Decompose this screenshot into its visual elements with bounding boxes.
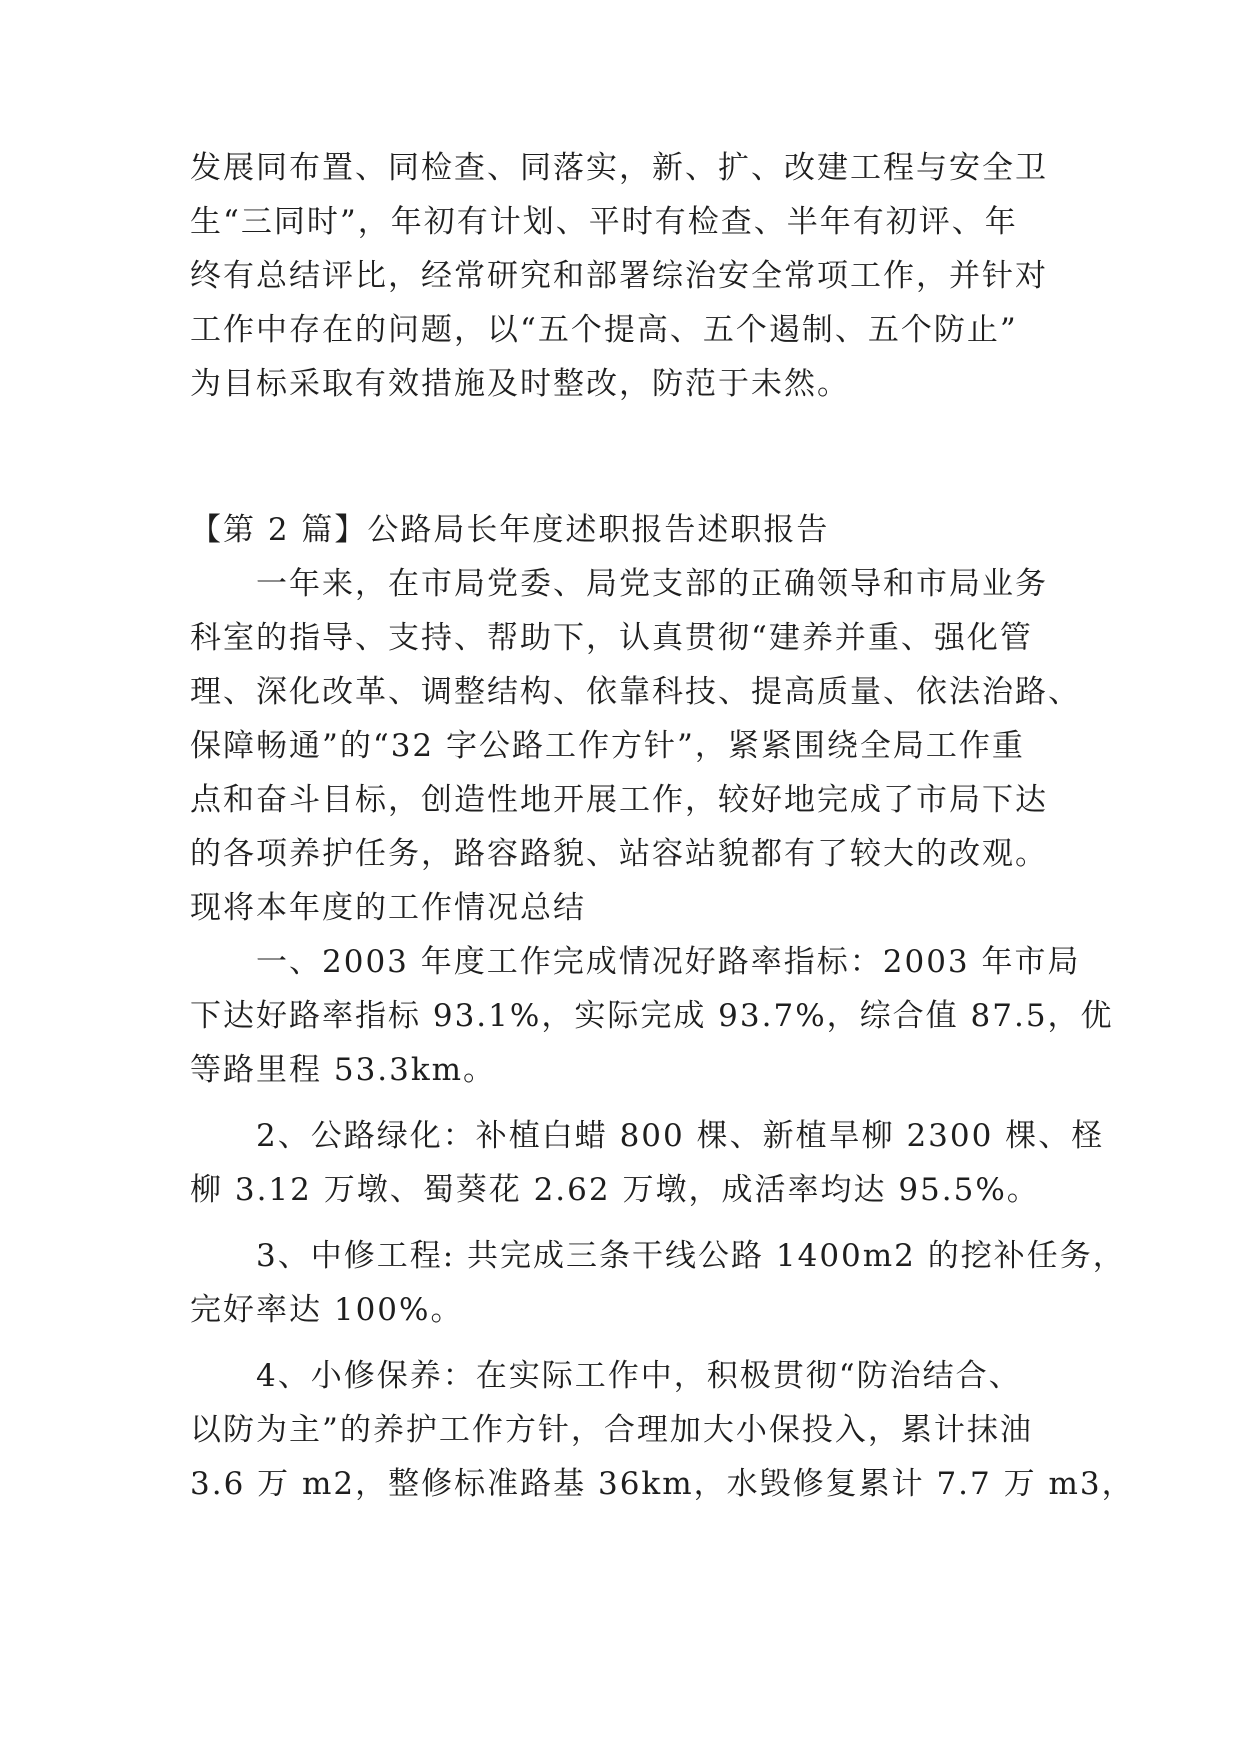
text-line: 柳 3.12 万墩、蜀葵花 2.62 万墩，成活率均达 95.5%。 bbox=[190, 1172, 1040, 1208]
text-line: 科室的指导、支持、帮助下，认真贯彻“建养并重、强化管 bbox=[190, 620, 1033, 656]
text-line: 3.6 万 m2，整修标准路基 36km，水毁修复累计 7.7 万 m3， bbox=[190, 1466, 1135, 1502]
text-line: 一、2003 年度工作完成情况好路率指标：2003 年市局 bbox=[256, 944, 1081, 980]
text-line: 的各项养护任务，路容路貌、站容站貌都有了较大的改观。 bbox=[190, 836, 1048, 872]
text-line: 点和奋斗目标，创造性地开展工作，较好地完成了市局下达 bbox=[190, 782, 1048, 818]
text-line: 工作中存在的问题，以“五个提高、五个遏制、五个防止” bbox=[190, 312, 1018, 348]
text-line: 等路里程 53.3km。 bbox=[190, 1052, 497, 1088]
text-line: 理、深化改革、调整结构、依靠科技、提高质量、依法治路、 bbox=[190, 674, 1081, 710]
text-line: 终有总结评比，经常研究和部署综治安全常项工作，并针对 bbox=[190, 258, 1048, 294]
text-line: 发展同布置、同检查、同落实，新、扩、改建工程与安全卫 bbox=[190, 150, 1048, 186]
text-line: 为目标采取有效措施及时整改，防范于未然。 bbox=[190, 366, 850, 402]
text-line: 一年来，在市局党委、局党支部的正确领导和市局业务 bbox=[256, 566, 1048, 602]
text-line: 以防为主”的养护工作方针，合理加大小保投入，累计抹油 bbox=[190, 1412, 1033, 1448]
text-line: 3、中修工程: 共完成三条干线公路 1400m2 的挖补任务， bbox=[256, 1238, 1126, 1274]
text-line: 现将本年度的工作情况总结 bbox=[190, 890, 586, 926]
text-line: 2、公路绿化：补植白蜡 800 棵、新植旱柳 2300 棵、柽 bbox=[256, 1118, 1105, 1154]
text-line: 下达好路率指标 93.1%，实际完成 93.7%，综合值 87.5，优 bbox=[190, 998, 1114, 1034]
text-line: 生“三同时”，年初有计划、平时有检查、半年有初评、年 bbox=[190, 204, 1018, 240]
text-line: 保障畅通”的“32 字公路工作方针”，紧紧围绕全局工作重 bbox=[190, 728, 1025, 764]
text-line: 4、小修保养：在实际工作中，积极贯彻“防治结合、 bbox=[256, 1358, 1022, 1394]
section-heading: 【第 2 篇】公路局长年度述职报告述职报告 bbox=[190, 512, 830, 548]
text-line: 完好率达 100%。 bbox=[190, 1292, 464, 1328]
